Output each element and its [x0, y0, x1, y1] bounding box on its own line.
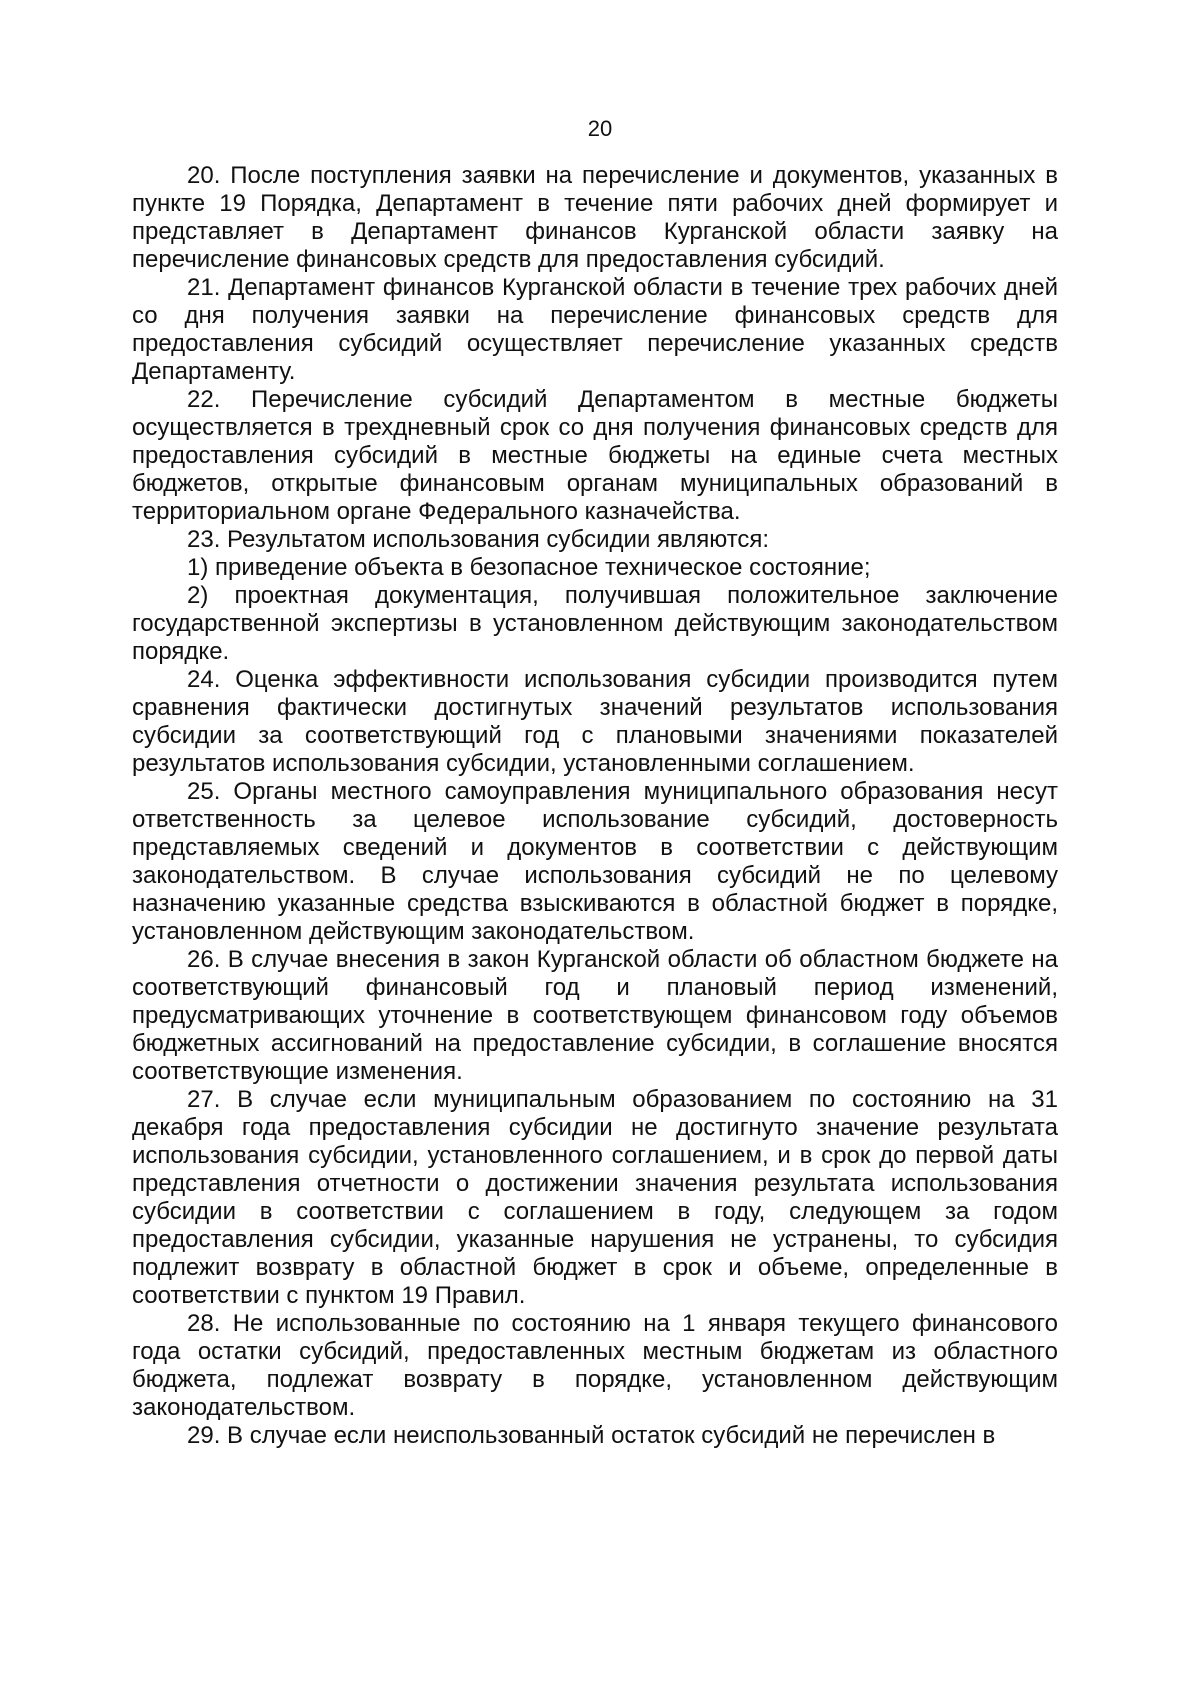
paragraph-28: 28. Не использованные по состоянию на 1 января текущего финансового года остатки субсидий, предоставленных местным бюджетам из областного бюджета, подлежат возврату в порядке, установленном действующим законодательством.	[132, 1310, 1058, 1421]
paragraph-21: 21. Департамент финансов Курганской области в течение трех рабочих дней со дня получения заявки на перечисление финансовых средств для предоставления субсидий осуществляет перечисление указанных средств Департаменту.	[132, 274, 1058, 385]
paragraph-23-item-1: 1) приведение объекта в безопасное техническое состояние;	[187, 554, 871, 581]
paragraph-26: 26. В случае внесения в закон Курганской области об областном бюджете на соответствующий финансовый год и плановый период изменений, предусматривающих уточнение в соответствующем финансовом году объемов бюджетных ассигнований на предоставление субсидии, в соглашение вносятся соответствующие изменения.	[132, 946, 1058, 1085]
paragraph-23-item-2: 2) проектная документация, получившая положительное заключение государственной экспертизы в установленном действующим законодательством порядке.	[132, 582, 1058, 665]
page-number: 20	[587, 116, 613, 141]
paragraph-22: 22. Перечисление субсидий Департаментом в местные бюджеты осуществляется в трехдневный срок со дня получения финансовых средств для предоставления субсидий в местные бюджеты на единые счета местных бюджетов, открытые финансовым органам муниципальных образований в территориальном органе Федерального казначейства.	[132, 386, 1058, 525]
paragraph-27: 27. В случае если муниципальным образованием по состоянию на 31 декабря года предоставления субсидии не достигнуто значение результата использования субсидии, установленного соглашением, и в срок до первой даты представления отчетности о достижении значения результата использования субсидии в соответствии с соглашением в году, следующем за годом предоставления субсидии, указанные нарушения не устранены, то субсидия подлежит возврату в областной бюджет в срок и объеме, определенные в соответствии с пунктом 19 Правил.	[132, 1086, 1058, 1309]
paragraph-25: 25. Органы местного самоуправления муниципального образования несут ответственность за целевое использование субсидий, достоверность представляемых сведений и документов в соответствии с действующим законодательством. В случае использования субсидий не по целевому назначению указанные средства взыскиваются в областной бюджет в порядке, установленном действующим законодательством.	[132, 778, 1058, 945]
paragraph-20: 20. После поступления заявки на перечисление и документов, указанных в пункте 19 Порядка, Департамент в течение пяти рабочих дней формирует и представляет в Департамент финансов Курганской области заявку на перечисление финансовых средств для предоставления субсидий.	[132, 162, 1058, 273]
paragraph-23: 23. Результатом использования субсидии являются:	[187, 526, 770, 553]
document-body	[132, 162, 1058, 1450]
paragraph-29: 29. В случае если неиспользованный остаток субсидий не перечислен в	[187, 1422, 996, 1449]
paragraph-24: 24. Оценка эффективности использования субсидии производится путем сравнения фактически достигнутых значений результатов использования субсидии за соответствующий год с плановыми значениями показателей результатов использования субсидии, установленными соглашением.	[132, 666, 1058, 777]
